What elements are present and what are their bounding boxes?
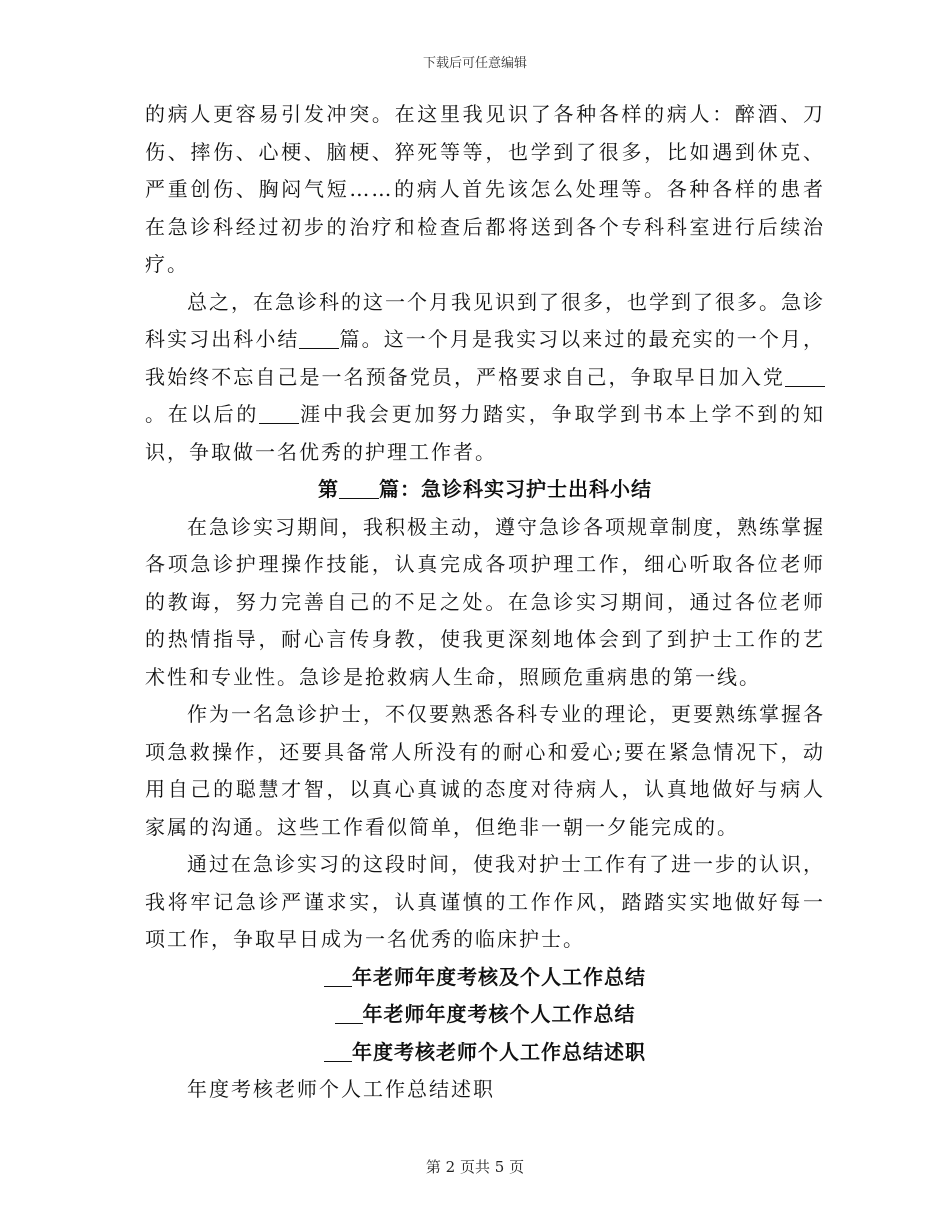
section-heading bbox=[145, 959, 825, 997]
text-run: 总之，在急诊科的这一个月我见识到了很多，也学到了很多。急诊科实习出科小结 bbox=[145, 289, 825, 351]
paragraph bbox=[145, 284, 825, 472]
text-run: 涯中我会更加努力踏实，争取学到书本上学不到的知识，争取做一名优秀的护理工作者。 bbox=[145, 402, 826, 464]
section-heading bbox=[145, 996, 825, 1034]
blank-line bbox=[324, 966, 352, 987]
page-header: 下载后可任意编辑 bbox=[422, 56, 527, 71]
heading-prefix: 第 bbox=[318, 477, 339, 501]
page-footer: 第 2 页共 5 页 bbox=[425, 1158, 525, 1176]
text-run: 。在以后的 bbox=[145, 402, 260, 426]
paragraph: 作为一名急诊护士，不仅要熟悉各科专业的理论，更要熟练掌握各项急救操作，还要具备常人所没有的耐心和爱心;要在紧急情况下，动用自己的聪慧才智，以真心真诚的态度对待病人，认真地做好与病人家属的沟通。这些工作看似简单，但绝非一朝一夕能完成的。 bbox=[145, 702, 825, 839]
heading-text: 年度考核老师个人工作总结述职 bbox=[352, 1039, 646, 1064]
heading-text: 年老师年度考核及个人工作总结 bbox=[352, 964, 646, 989]
heading-text: 年老师年度考核个人工作总结 bbox=[362, 1002, 636, 1026]
text-run: 篇。这一个月是我实习以来过的最充实的一个月，我始终不忘自己是一名预备党员，严格要求自己，争取早日加入党 bbox=[145, 327, 826, 389]
blank-line bbox=[259, 403, 299, 424]
paragraph: 年度考核老师个人工作总结述职 bbox=[187, 1077, 495, 1101]
document-body bbox=[145, 96, 825, 1109]
paragraph: 的病人更容易引发冲突。在这里我见识了各种各样的病人：醉酒、刀伤、摔伤、心梗、脑梗、猝死等等，也学到了很多，比如遇到休克、严重创伤、胸闷气短……的病人首先该怎么处理等。各种各样的患者在急诊科经过初步的治疗和检查后都将送到各个专科科室进行后续治疗。 bbox=[145, 102, 825, 276]
section-heading bbox=[145, 1034, 825, 1072]
paragraph: 在急诊实习期间，我积极主动，遵守急诊各项规章制度，熟练掌握各项急诊护理操作技能，认真完成各项护理工作，细心听取各位老师的教诲，努力完善自己的不足之处。在急诊实习期间，通过各位老师的热情指导，耐心言传身教，使我更深刻地体会到了到护士工作的艺术性和专业性。急诊是抢救病人生命，照顾危重病患的第一线。 bbox=[145, 514, 825, 689]
blank-line bbox=[324, 1041, 352, 1062]
section-heading bbox=[145, 471, 825, 509]
heading-text: 篇：急诊科实习护士出科小结 bbox=[379, 477, 652, 501]
blank-line bbox=[785, 366, 825, 387]
blank-line bbox=[299, 328, 339, 349]
paragraph: 通过在急诊实习的这段时间，使我对护士工作有了进一步的认识，我将牢记急诊严谨求实，认真谨慎的工作作风，踏踏实实地做好每一项工作，争取早日成为一名优秀的临床护士。 bbox=[145, 852, 825, 951]
blank-line bbox=[335, 1003, 363, 1024]
blank-line bbox=[339, 478, 379, 499]
